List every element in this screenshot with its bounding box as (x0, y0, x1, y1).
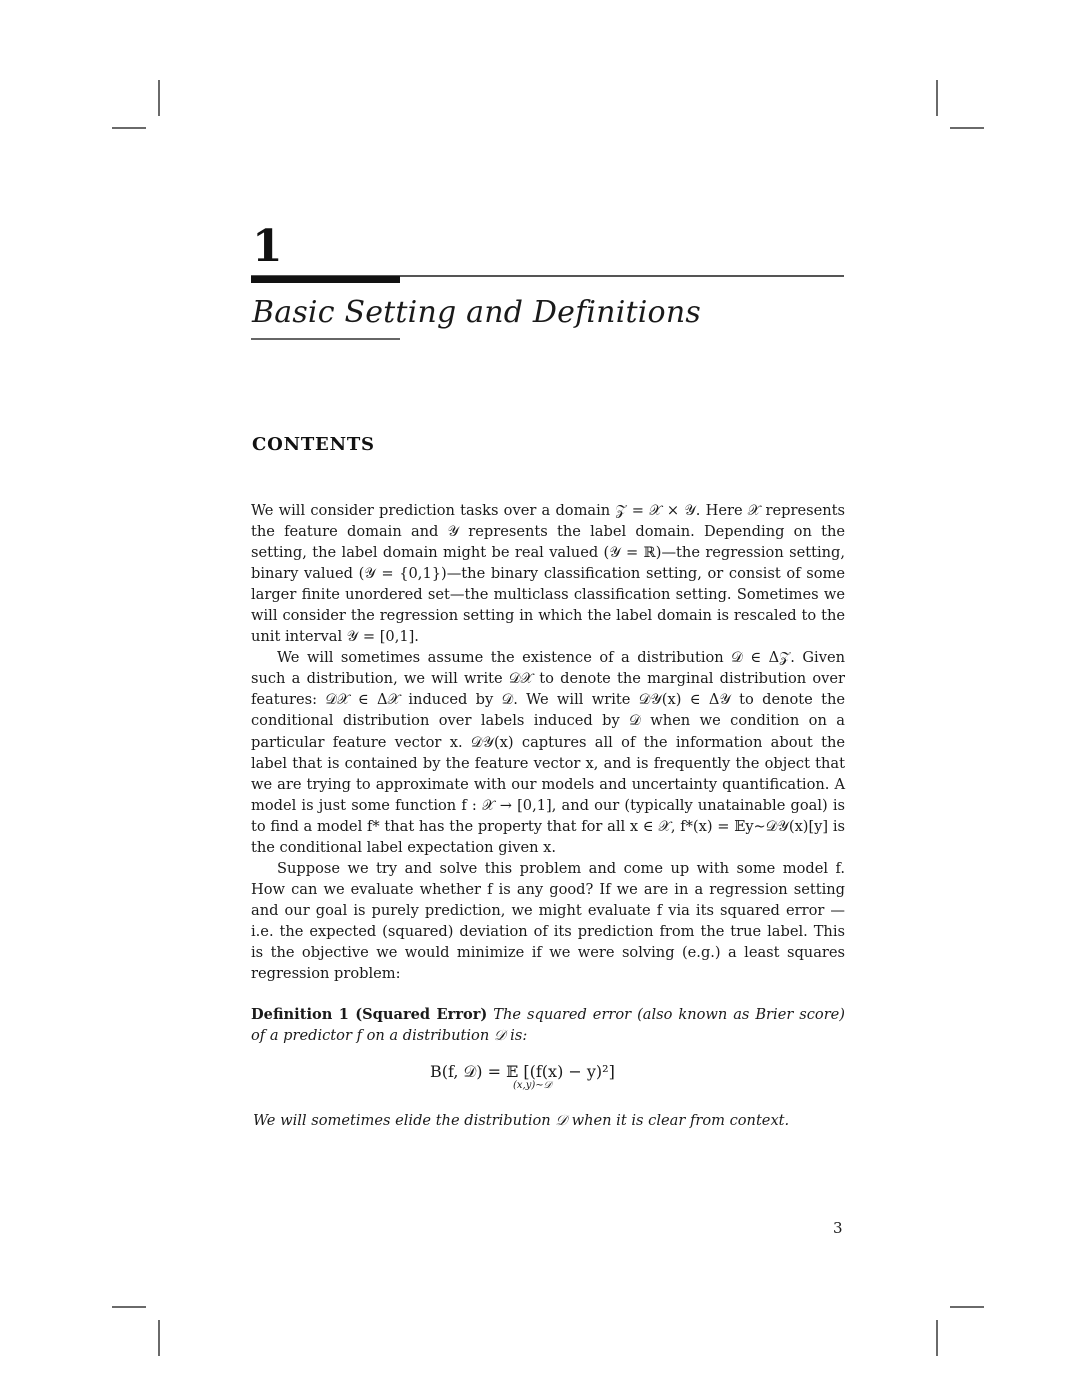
crop-mark-top-right-vertical (936, 80, 938, 116)
crop-mark-bottom-right-vertical (936, 1320, 938, 1356)
contents-heading: CONTENTS (252, 434, 375, 455)
definition-label: Definition 1 (Squared Error) (251, 1006, 488, 1023)
paragraph-3: Suppose we try and solve this problem and come up with some model f. How can we evaluate whether f is any good? If we are in a regression setting and our goal is purely prediction, we might evaluate f via its squared error — i.e. the expected (squared) deviation of its prediction from the true label. This is the objective we would minimize if we were solving (e.g.) a least squares regression problem: (251, 859, 845, 983)
crop-mark-top-left-vertical (158, 80, 160, 116)
definition-remark: We will sometimes elide the distribution 𝒟 when it is clear from context. (253, 1112, 790, 1129)
crop-mark-bottom-right-horizontal (950, 1306, 984, 1308)
chapter-title: Basic Setting and Definitions (252, 295, 701, 330)
squared-error-formula: B(f, 𝒟) = 𝔼 [(f(x) − y)²] (430, 1062, 615, 1081)
crop-mark-bottom-left-horizontal (112, 1306, 146, 1308)
crop-mark-top-right-horizontal (950, 127, 984, 129)
paragraph-2: We will sometimes assume the existence of a distribution 𝒟 ∈ Δ𝒵. Given such a distribution, we will write 𝒟𝒳 to denote the marginal distribution over features: 𝒟𝒳 ∈ Δ𝒳 induced by 𝒟. We will write 𝒟𝒴(x) ∈ Δ𝒴 to denote the conditional distribution over labels induced by 𝒟 when we condition on a particular feature vector x. 𝒟𝒴(x) captures all of the information about the label that is contained by the feature vector x, and is frequently the object that we are trying to approximate with our models and uncertainty quantification. A model is just some function f : 𝒳 → [0,1], and our (typically unatainable goal) is to find a model f* that has the property that for all x ∈ 𝒳, f*(x) = 𝔼y∼𝒟𝒴(x)[y] is the conditional label expectation given x. (251, 649, 845, 856)
page-number: 3 (833, 1219, 843, 1237)
chapter-number: 1 (252, 221, 283, 272)
crop-mark-bottom-left-vertical (158, 1320, 160, 1356)
paragraph-1: We will consider prediction tasks over a domain 𝒵 = 𝒳 × 𝒴. Here 𝒳 represents the feature domain and 𝒴 represents the label domain. Depending on the setting, the label domain might be real valued (𝒴 = ℝ)—the regression setting, binary valued (𝒴 = {0,1})—the binary classification setting, or consist of some larger finite unordered set—the multiclass classification setting. Sometimes we will consider the regression setting in which the label domain is rescaled to the unit interval 𝒴 = [0,1]. (251, 502, 845, 646)
definition-block (251, 1004, 845, 1046)
body-text (251, 500, 845, 984)
formula-subscript: (x,y)∼𝒟 (513, 1080, 552, 1091)
chapter-rule-thick (251, 276, 400, 283)
definition-body: The squared error (also known as Brier score) of a predictor f on a distribution 𝒟 is: (251, 1006, 846, 1045)
title-underline (251, 338, 400, 340)
crop-mark-top-left-horizontal (112, 127, 146, 129)
